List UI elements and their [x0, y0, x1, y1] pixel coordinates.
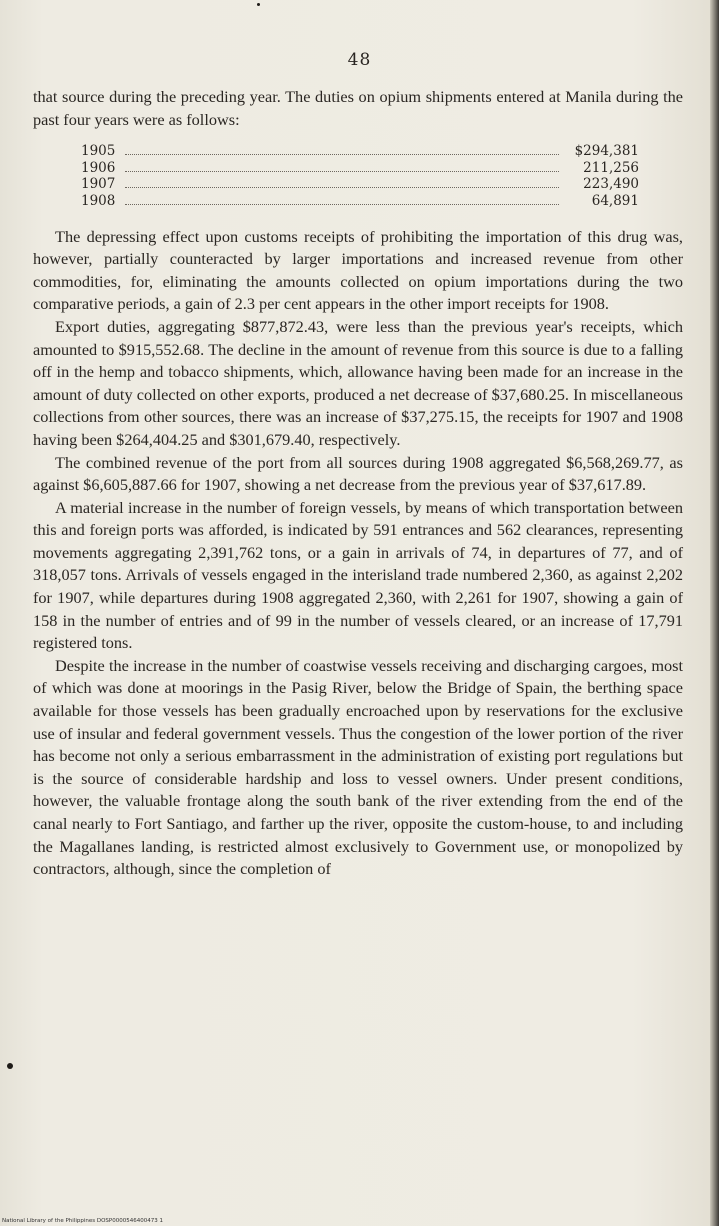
paragraph-export-duties: Export duties, aggregating $877,872.43, were less than the previous year's receipts, which amounted to $915,552.68. The decline in the amount of revenue from this source is due to a falling off in the hemp and tobacco shipments, which, allowance having been made for an increase in the amount of duty collected on other exports, produced a net decrease of $37,680.25. In miscellaneous collections from other sources, there was an increase of $37,275.15, the receipts for 1907 and 1908 having been $264,404.25 and $301,679.40, respectively. — [33, 316, 683, 449]
leader-dots — [125, 171, 559, 172]
ink-speck — [257, 3, 260, 6]
intro-paragraph: that source during the preceding year. The duties on opium shipments entered at Manila during the past four years were as follows: — [33, 87, 683, 129]
leader-dots — [125, 154, 559, 155]
paragraph-depressing-effect: The depressing effect upon customs receipts of prohibiting the importation of this drug was, however, partially counteracted by larger importations and increased revenue from other commodities, for, eliminating the amounts collected on opium importations during the two comparative periods, a gain of 2.3 per cent appears in the other import receipts for 1908. — [33, 226, 683, 314]
page-body — [33, 86, 683, 881]
year-cell: 1905 — [81, 143, 116, 160]
table-row — [81, 143, 639, 160]
paragraph-combined-revenue: The combined revenue of the port from all sources during 1908 aggregated $6,568,269.77, as against $6,605,887.66 for 1907, showing a net decrease from the previous year of $37,617.89. — [33, 452, 683, 495]
leader-dots — [125, 204, 559, 205]
table-row — [81, 160, 639, 177]
scan-footer: National Library of the Philippines DOSP0000546400473 1 — [2, 1218, 163, 1224]
paragraph-coastwise-vessels: Despite the increase in the number of coastwise vessels receiving and discharging cargoes, most of which was done at moorings in the Pasig River, below the Bridge of Spain, the berthing space available for those vessels has been gradually encroached upon by reservations for the exclusive use of insular and federal government vessels. Thus the congestion of the lower portion of the river has become not only a serious embarrassment in the administration of existing port regulations but is the source of considerable hardship and loss to vessel owners. Under present conditions, however, the valuable frontage along the south bank of the river extending from the end of the canal nearly to Fort Santiago, and farther up the river, opposite the custom-house, to and including the Magallanes landing, is restricted almost exclusively to Government use, or monopolized by contractors, although, since the completion of — [33, 655, 683, 879]
year-cell: 1908 — [81, 192, 116, 209]
table-row — [81, 193, 639, 210]
page-number: 48 — [347, 50, 372, 70]
amount-cell: 211,256 — [583, 159, 639, 176]
table-row — [81, 176, 639, 193]
year-cell: 1907 — [81, 176, 116, 193]
paragraph-foreign-vessels: A material increase in the number of foreign vessels, by means of which transportation between this and foreign ports was afforded, is indicated by 591 entrances and 562 clearances, representing movements aggregating 2,391,762 tons, or a gain in arrivals of 74, in departures of 77, and of 318,057 tons. Arrivals of vessels engaged in the interisland trade numbered 2,360, as against 2,202 for 1907, while departures during 1908 aggregated 2,360, with 2,261 for 1907, showing a gain of 158 in the number of entries and of 99 in the number of vessels cleared, or an increase of 17,791 registered tons. — [33, 497, 683, 653]
page-edge-shadow — [710, 0, 719, 1226]
amount-cell: 223,490 — [583, 176, 639, 193]
year-cell: 1906 — [81, 159, 116, 176]
amount-cell: 64,891 — [591, 192, 639, 209]
amount-cell: $294,381 — [574, 143, 639, 160]
margin-bullet-mark — [7, 1063, 13, 1069]
opium-duties-table — [81, 143, 639, 209]
leader-dots — [125, 187, 559, 188]
